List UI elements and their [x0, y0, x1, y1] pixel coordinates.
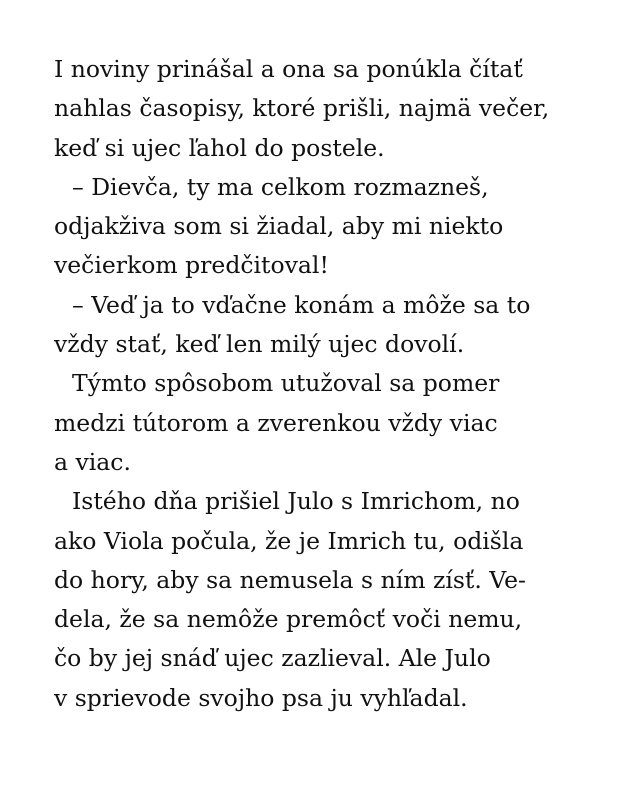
text-line: odjakživa som si žiadal, aby mi niekto	[54, 212, 504, 241]
text-line: večierkom predčitoval!	[54, 251, 329, 280]
text-line: Týmto spôsobom utužoval sa pomer	[72, 369, 500, 398]
text-line: nahlas časopisy, ktoré prišli, najmä večer,	[54, 94, 550, 123]
text-line: Istého dňa prišiel Julo s Imrichom, no	[72, 487, 520, 516]
text-line: do hory, aby sa nemusela s ním zísť. Ve-	[54, 565, 526, 594]
text-line: medzi tútorom a zverenkou vždy viac	[54, 408, 498, 437]
text-line: – Veď ja to vďačne konám a môže sa to	[72, 290, 531, 319]
text-line: I noviny prinášal a ona sa ponúkla čítať	[54, 55, 523, 83]
text-line: vždy stať, keď len milý ujec dovolí.	[54, 330, 465, 359]
text-line: v sprievode svojho psa ju vyhľadal.	[54, 683, 468, 712]
text-line: dela, že sa nemôže premôcť voči nemu,	[54, 605, 523, 634]
book-page-text	[54, 50, 614, 718]
text-line: čo by jej snáď ujec zazlieval. Ale Julo	[54, 644, 491, 673]
text-line: – Dievča, ty ma celkom rozmazneš,	[72, 172, 489, 201]
text-line: a viac.	[54, 447, 131, 476]
text-line: ako Viola počula, že je Imrich tu, odišla	[54, 526, 524, 555]
text-line: keď si ujec ľahol do postele.	[54, 133, 385, 162]
